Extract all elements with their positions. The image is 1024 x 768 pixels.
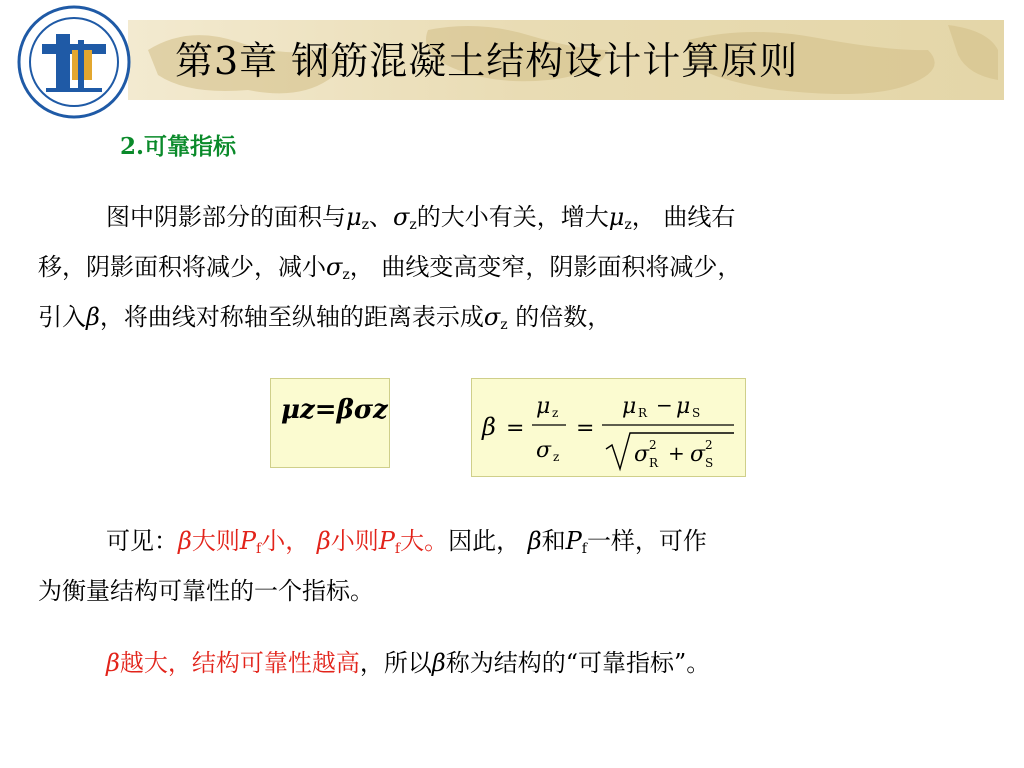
text-run: 和 (541, 527, 566, 555)
formula-mu-z: μ (536, 394, 551, 419)
mu-symbol: μ (346, 203, 362, 231)
text-run: 大则 (191, 527, 240, 555)
paragraph-line (38, 520, 1013, 570)
text-run: 引入 (38, 303, 86, 331)
subscript-z: z (500, 317, 508, 333)
subscript-f: f (581, 541, 587, 557)
text-run: ， 曲线右 (631, 203, 736, 231)
text-run: 移，阴影面积将减少，减小 (38, 253, 326, 281)
text-run: ，所以 (359, 649, 432, 677)
beta-symbol: β (431, 649, 446, 677)
formula-sub-z: z (552, 406, 559, 420)
formula-beta: β (482, 413, 496, 441)
beta-symbol: β (106, 649, 120, 677)
text-run: ， 曲线变高变窄，阴影面积将减少， (349, 253, 742, 281)
subscript-z: z (624, 217, 632, 233)
beta-symbol: β (178, 527, 192, 555)
text-run: 一样，可作 (586, 527, 707, 555)
paragraph-line (38, 642, 1013, 684)
subscript-f: f (394, 541, 401, 557)
formula-minus: − (656, 393, 673, 417)
p-symbol: P (239, 527, 257, 555)
paragraph-line: 为衡量结构可靠性的一个指标。 (38, 577, 374, 605)
text-run: 图中阴影部分的面积与 (106, 203, 346, 231)
formula-equals: = (576, 416, 595, 441)
beta-formula-graphic (472, 379, 745, 476)
sigma-symbol: σ (483, 303, 501, 331)
beta-symbol: β (316, 527, 331, 555)
formula-box-beta (471, 378, 746, 477)
beta-symbol: β (527, 527, 542, 555)
paragraph-shadow-area (38, 196, 1013, 346)
formula-sub-z: z (553, 450, 560, 464)
slide-header (0, 0, 1024, 100)
paragraph-conclusion (38, 520, 1013, 612)
school-logo (16, 4, 132, 120)
formula-equals: = (506, 416, 525, 441)
formula-sigma-z: σ (536, 438, 552, 463)
paragraph-line (38, 296, 1013, 346)
formula-plus: + (668, 441, 685, 465)
subscript-z: z (342, 267, 350, 283)
text-run: 可见： (106, 527, 178, 555)
text-run: 大。 (400, 527, 449, 555)
slide-title: 第3章 钢筋混凝土结构设计计算原则 (175, 39, 799, 83)
mu-symbol: μ (608, 203, 625, 231)
subscript-z: z (361, 217, 369, 233)
subscript-z: z (409, 217, 417, 233)
sigma-symbol: σ (326, 253, 343, 281)
text-run: 因此， (448, 527, 521, 555)
text-run: 越大，结构可靠性越高 (119, 649, 360, 677)
text-run: 小， (261, 527, 310, 555)
text-run: ，将曲线对称轴至纵轴的距离表示成 (99, 303, 484, 331)
formula-sub-s: S (705, 456, 714, 470)
p-symbol: P (565, 527, 582, 555)
formula-sub-s: S (692, 406, 701, 420)
sigma-symbol: σ (393, 203, 410, 231)
text-run: 、 (369, 203, 393, 231)
section-subtitle: 2.可靠指标 (120, 133, 237, 160)
formula-mu-r: μ (622, 394, 637, 419)
formula-exp-2: 2 (649, 438, 657, 452)
text-run: 的大小有关，增大 (416, 203, 609, 231)
p-symbol: P (378, 527, 395, 555)
formula-exp-2: 2 (705, 438, 713, 452)
text-run: 小则 (330, 527, 379, 555)
paragraph-line (38, 246, 1013, 296)
formula-sub-r: R (649, 456, 659, 470)
paragraph-line (38, 196, 1013, 246)
formula-box-simple (270, 378, 390, 468)
formula-sigma-r: σ (634, 442, 650, 467)
formula-mu-s: μ (676, 394, 691, 419)
paragraph-reliability-index (38, 642, 1013, 684)
text-run: 称为结构的“可靠指标”。 (445, 649, 711, 677)
formula-mu-beta-sigma: μz=βσz (281, 395, 388, 425)
beta-symbol: β (86, 303, 100, 331)
text-run: 的倍数， (507, 303, 612, 331)
subscript-f: f (256, 541, 262, 557)
formula-sub-r: R (638, 406, 648, 420)
formula-sigma-s: σ (690, 442, 706, 467)
